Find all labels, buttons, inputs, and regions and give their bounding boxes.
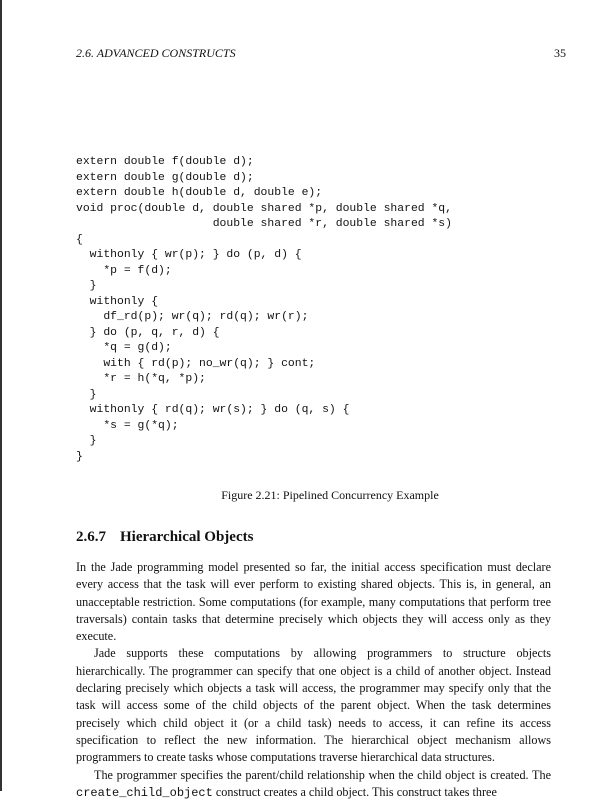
paragraph: In the Jade programming model presented so far, the initial access specification must declare every access that the task will ever perform to existing shared objects. This is, in general, an unacceptable restriction. Some computations (for example, many computations that perform tree traversals) contain tasks that determine precisely which objects they will access only as they execute. — [76, 560, 551, 644]
code-line: withonly { wr(p); } do (p, d) { — [89, 249, 302, 261]
code-line: withonly { — [89, 295, 159, 308]
code-line: extern double h(double d, double e); — [76, 187, 323, 199]
code-line: { — [76, 233, 83, 246]
code-line: extern double f(double d); — [76, 156, 254, 168]
code-line: *q = g(d); — [103, 342, 172, 354]
code-line: } — [89, 280, 97, 292]
code-line: withonly { rd(q); wr(s); } do (q, s) { — [89, 404, 350, 416]
running-header: 2.6. ADVANCED CONSTRUCTS — [76, 46, 236, 60]
code-line: } do (p, q, r, d) { — [89, 326, 220, 339]
paragraph-text: The programmer specifies the parent/child relationship when the child object is created. The — [94, 767, 551, 782]
figure-caption: Figure 2.21: Pipelined Concurrency Example — [221, 488, 439, 502]
code-line: *r = h(*q, *p); — [103, 373, 206, 385]
code-line: double shared *r, double shared *s) — [212, 218, 452, 230]
code-line: } — [89, 435, 97, 447]
body-text — [76, 559, 551, 802]
code-line: with { rd(p); no_wr(q); } cont; — [103, 357, 316, 370]
code-listing — [76, 155, 452, 465]
section-title: Hierarchical Objects — [120, 529, 254, 545]
paragraph: Jade supports these computations by allowing programmers to structure objects hierarchically. The programmer can specify that one object is a child of another object. Instead declaring precisely which objects a task will access, the programmer may specify only that the task will access some of the child objects of the parent object. When the task determines precisely which child object it (or a child task) needs to access, it can refine its access specification to reflect the new information. The hierarchical object mechanism allows programmers to create tasks whose computations traverse hierarchical data structures. — [76, 646, 551, 765]
code-line: } — [89, 388, 97, 401]
section-heading — [76, 529, 253, 546]
code-line: void proc(double d, double shared *p, double shared *q, — [76, 202, 452, 215]
code-line: *p = f(d); — [103, 264, 172, 277]
code-line: df_rd(p); wr(q); rd(q); wr(r); — [103, 311, 309, 323]
inline-code: create_child_object — [76, 785, 213, 800]
page-number: 35 — [554, 46, 566, 60]
code-line: extern double g(double d); — [76, 171, 254, 184]
page-edge — [0, 0, 2, 791]
paragraph — [76, 767, 551, 802]
paragraph-text: construct creates a child object. This construct takes three — [212, 784, 497, 799]
code-line: *s = g(*q); — [103, 419, 179, 432]
section-number: 2.6.7 — [76, 529, 106, 545]
code-line: } — [76, 450, 83, 463]
